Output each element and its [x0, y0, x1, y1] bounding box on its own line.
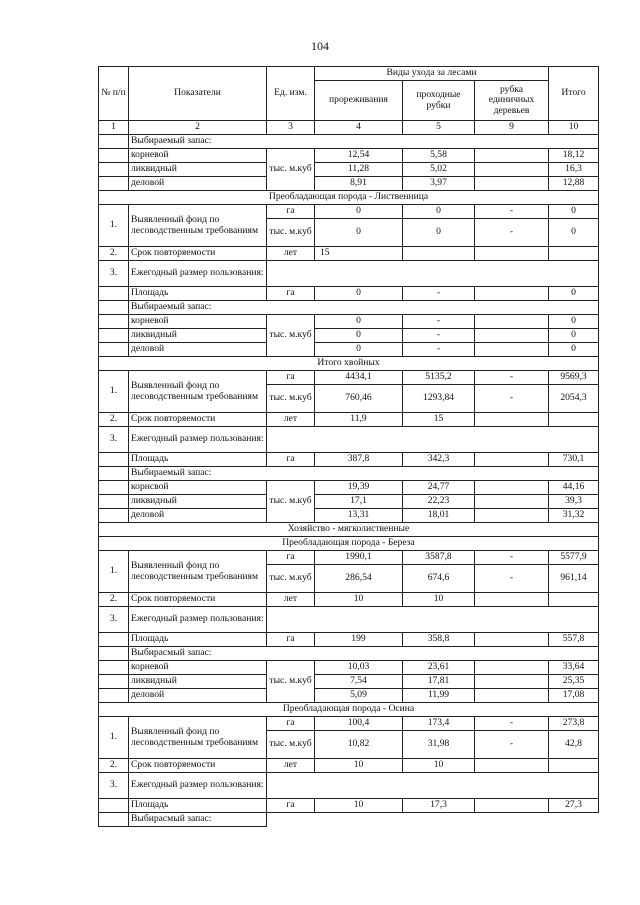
table-row	[99, 813, 599, 827]
value-cell	[475, 453, 549, 467]
value-cell: 12,88	[549, 177, 599, 191]
table-row	[99, 773, 599, 799]
section-title: Преобладающая порода - Береза	[99, 537, 599, 551]
row-label: корнсвой	[129, 481, 267, 495]
unit-cell: тыс. м.куб	[267, 731, 315, 759]
unit-cell: тыс. м.куб	[267, 385, 315, 413]
value-cell: 44,16	[549, 481, 599, 495]
table-row	[99, 467, 599, 481]
value-cell: 5,09	[315, 689, 403, 703]
table-row	[99, 413, 599, 427]
table-row	[99, 343, 599, 357]
value-cell: 0	[315, 343, 403, 357]
value-cell: 0	[315, 287, 403, 301]
row-number: 3.	[99, 773, 129, 799]
value-cell: 358,8	[403, 633, 475, 647]
value-cell: 42,8	[549, 731, 599, 759]
header-types-group: Виды ухода за лесами	[315, 67, 549, 81]
row-label: деловой	[129, 689, 267, 703]
page-number: 104	[311, 39, 329, 53]
value-cell	[475, 675, 549, 689]
row-label: деловой	[129, 509, 267, 523]
header-single: рубка единичных деревьев	[475, 81, 549, 121]
row-number: 3.	[99, 607, 129, 633]
colnum: 2	[129, 121, 267, 135]
value-cell: 0	[549, 205, 599, 219]
value-cell: -	[475, 551, 549, 565]
row-label: Выбираемый запас:	[129, 301, 599, 315]
table-row	[99, 759, 599, 773]
value-cell: 4434,1	[315, 371, 403, 385]
value-cell: 7,54	[315, 675, 403, 689]
value-cell: 674,6	[403, 565, 475, 593]
value-cell: 342,3	[403, 453, 475, 467]
table-row	[99, 717, 599, 731]
section-heading	[99, 357, 599, 371]
value-cell	[475, 287, 549, 301]
table-row	[99, 427, 599, 453]
unit-cell: га	[267, 205, 315, 219]
value-cell: 5577,9	[549, 551, 599, 565]
unit-cell: га	[267, 717, 315, 731]
value-cell: 286,54	[315, 565, 403, 593]
row-label: Срок повторяемости	[129, 247, 267, 261]
row-number: 2.	[99, 759, 129, 773]
row-label: Выбирасмый запас:	[129, 813, 267, 827]
table-row	[99, 675, 599, 689]
value-cell: -	[475, 731, 549, 759]
value-cell: 760,46	[315, 385, 403, 413]
row-number: 1.	[99, 551, 129, 593]
table-row	[99, 287, 599, 301]
unit-cell: га	[267, 799, 315, 813]
table-row	[99, 315, 599, 329]
value-cell: 27,3	[549, 799, 599, 813]
row-label: корневой	[129, 149, 267, 163]
value-cell: -	[475, 717, 549, 731]
value-cell: -	[403, 343, 475, 357]
header-thinning: прореживания	[315, 81, 403, 121]
value-cell: 33,64	[549, 661, 599, 675]
table-row	[99, 261, 599, 287]
value-cell: 0	[315, 315, 403, 329]
value-cell: 25,35	[549, 675, 599, 689]
section-heading	[99, 523, 599, 537]
colnum: 5	[403, 121, 475, 135]
value-cell: 5,02	[403, 163, 475, 177]
table-row	[99, 371, 599, 385]
section-title: Хозяйство - мягколиственные	[99, 523, 599, 537]
unit-cell: лет	[267, 759, 315, 773]
row-label: Ежегодный размер пользования:	[129, 261, 267, 287]
value-cell: 387,8	[315, 453, 403, 467]
unit-cell: тыс. м.куб	[267, 149, 315, 191]
value-cell	[475, 495, 549, 509]
value-cell: 0	[549, 315, 599, 329]
section-title: Преобладающая порода - Осина	[99, 703, 599, 717]
value-cell: 17,3	[403, 799, 475, 813]
value-cell: 0	[549, 219, 599, 247]
value-cell: -	[403, 315, 475, 329]
value-cell: 3587,8	[403, 551, 475, 565]
value-cell: 5135,2	[403, 371, 475, 385]
value-cell	[475, 799, 549, 813]
row-label: Площадь	[129, 287, 267, 301]
value-cell: 0	[315, 205, 403, 219]
value-cell	[475, 149, 549, 163]
row-label: Ежегодный размер пользования:	[129, 427, 267, 453]
value-cell: 9569,3	[549, 371, 599, 385]
value-cell: 17,08	[549, 689, 599, 703]
colnum: 1	[99, 121, 129, 135]
value-cell: 199	[315, 633, 403, 647]
column-numbers-row	[99, 121, 599, 135]
value-cell: -	[475, 385, 549, 413]
row-label: Выбирасмый запас:	[129, 647, 599, 661]
value-cell: 173,4	[403, 717, 475, 731]
value-cell: 0	[315, 329, 403, 343]
row-label: Выбираемый запас:	[129, 135, 599, 149]
table-row	[99, 481, 599, 495]
colnum: 9	[475, 121, 549, 135]
table-row	[99, 593, 599, 607]
value-cell: 11,9	[315, 413, 403, 427]
row-number: 1.	[99, 371, 129, 413]
value-cell: 0	[549, 287, 599, 301]
table-row	[99, 661, 599, 675]
value-cell: 17,81	[403, 675, 475, 689]
value-cell: 31,32	[549, 509, 599, 523]
value-cell	[475, 315, 549, 329]
unit-cell: га	[267, 633, 315, 647]
row-label: Площадь	[129, 799, 267, 813]
table-row	[99, 551, 599, 565]
table-row	[99, 149, 599, 163]
unit-cell: тыс. м.куб	[267, 315, 315, 357]
section-title: Преобладающая порода - Лиственница	[99, 191, 599, 205]
table-row	[99, 205, 599, 219]
unit-cell: га	[267, 371, 315, 385]
value-cell	[475, 509, 549, 523]
value-cell: 15	[403, 413, 475, 427]
value-cell: 10	[403, 593, 475, 607]
value-cell: 557,8	[549, 633, 599, 647]
row-label: ликвидный	[129, 329, 267, 343]
row-label: Площадь	[129, 633, 267, 647]
value-cell: -	[475, 371, 549, 385]
colnum: 4	[315, 121, 403, 135]
row-label: деловой	[129, 177, 267, 191]
table-row	[99, 301, 599, 315]
section-heading	[99, 703, 599, 717]
table-row	[99, 247, 599, 261]
header-num: № п/п	[99, 67, 129, 121]
row-number: 3.	[99, 261, 129, 287]
unit-cell: га	[267, 551, 315, 565]
value-cell	[475, 163, 549, 177]
unit-cell: лет	[267, 593, 315, 607]
row-label: Площадь	[129, 453, 267, 467]
value-cell: 0	[549, 343, 599, 357]
value-cell: 10,82	[315, 731, 403, 759]
value-cell: 16,3	[549, 163, 599, 177]
value-cell: 730,1	[549, 453, 599, 467]
table-row	[99, 495, 599, 509]
table-row	[99, 163, 599, 177]
value-cell: 39,3	[549, 495, 599, 509]
value-cell: 13,31	[315, 509, 403, 523]
table-row	[99, 135, 599, 149]
value-cell: 18,12	[549, 149, 599, 163]
value-cell: 12,54	[315, 149, 403, 163]
unit-cell: га	[267, 287, 315, 301]
section-heading	[99, 191, 599, 205]
value-cell: 1990,1	[315, 551, 403, 565]
value-cell	[475, 661, 549, 675]
value-cell: 273,8	[549, 717, 599, 731]
value-cell: 10	[403, 759, 475, 773]
unit-cell: тыс. м.куб	[267, 481, 315, 523]
row-label: Ежегодный размер пользования:	[129, 607, 267, 633]
value-cell: 0	[549, 329, 599, 343]
row-label: Срок повторяемости	[129, 413, 267, 427]
section-heading	[99, 537, 599, 551]
row-number: 2.	[99, 247, 129, 261]
header-unit: Ед. изм.	[267, 67, 315, 121]
unit-cell: тыс. м.куб	[267, 661, 315, 703]
row-label: корневой	[129, 661, 267, 675]
section-title: Итого хвойных	[99, 357, 599, 371]
header-total: Итого	[549, 67, 599, 121]
row-label: Выявленный фонд по лесоводственным требованиям	[129, 551, 267, 593]
value-cell: 18,01	[403, 509, 475, 523]
value-cell: 24,77	[403, 481, 475, 495]
value-cell: 8,91	[315, 177, 403, 191]
row-label: Выявленный фонд по лесоводственным требованиям	[129, 371, 267, 413]
row-label: Выбираемый запас:	[129, 467, 599, 481]
row-number: 2.	[99, 593, 129, 607]
value-cell: 11,28	[315, 163, 403, 177]
row-number: 2.	[99, 413, 129, 427]
value-cell	[475, 329, 549, 343]
table-row	[99, 453, 599, 467]
value-cell: 22,23	[403, 495, 475, 509]
row-label: ликвидный	[129, 675, 267, 689]
value-cell: -	[403, 287, 475, 301]
header-indicators: Показатели	[129, 67, 267, 121]
row-number: 1.	[99, 717, 129, 759]
row-label: деловой	[129, 343, 267, 357]
row-label: Выявленный фонд по лесоводственным требованиям	[129, 717, 267, 759]
value-cell	[475, 177, 549, 191]
header-row-1	[99, 67, 599, 81]
table-row	[99, 177, 599, 191]
table-row	[99, 647, 599, 661]
unit-cell: га	[267, 453, 315, 467]
value-cell: 3,97	[403, 177, 475, 191]
value-cell: 10	[315, 759, 403, 773]
table-row	[99, 689, 599, 703]
value-cell: 10	[315, 799, 403, 813]
value-cell: -	[475, 205, 549, 219]
row-number: 3.	[99, 427, 129, 453]
unit-cell: лет	[267, 247, 315, 261]
value-cell: 31,98	[403, 731, 475, 759]
header-passage: проходные рубки	[403, 81, 475, 121]
value-cell: -	[403, 329, 475, 343]
value-cell: -	[475, 565, 549, 593]
value-cell: 10,03	[315, 661, 403, 675]
value-cell: 0	[403, 205, 475, 219]
value-cell: 1293,84	[403, 385, 475, 413]
unit-cell: тыс. м.куб	[267, 565, 315, 593]
colnum: 10	[549, 121, 599, 135]
value-cell: 100,4	[315, 717, 403, 731]
row-label: ликвидный	[129, 163, 267, 177]
value-cell	[475, 481, 549, 495]
value-cell: 17,1	[315, 495, 403, 509]
value-cell: 19,39	[315, 481, 403, 495]
row-label: Выявленный фонд по лесоводственным требованиям	[129, 205, 267, 247]
row-label: ликвидный	[129, 495, 267, 509]
value-cell	[475, 343, 549, 357]
value-cell: 5,58	[403, 149, 475, 163]
value-cell: -	[475, 219, 549, 247]
table-row	[99, 799, 599, 813]
value-cell: 23,61	[403, 661, 475, 675]
unit-cell: лет	[267, 413, 315, 427]
colnum: 3	[267, 121, 315, 135]
table-row	[99, 633, 599, 647]
value-cell: 0	[403, 219, 475, 247]
value-cell: 2054,3	[549, 385, 599, 413]
value-cell: 10	[315, 593, 403, 607]
row-label: корневой	[129, 315, 267, 329]
table-row	[99, 329, 599, 343]
row-number: 1.	[99, 205, 129, 247]
forest-care-table	[98, 66, 599, 827]
row-label: Срок повторяемости	[129, 593, 267, 607]
table-row	[99, 607, 599, 633]
value-cell: 0	[315, 219, 403, 247]
row-label: Ежегодный размер пользования:	[129, 773, 267, 799]
value-cell: 961,14	[549, 565, 599, 593]
table-row	[99, 509, 599, 523]
value-cell	[475, 633, 549, 647]
value-cell: 15	[320, 247, 330, 259]
row-label: Срок повторяемости	[129, 759, 267, 773]
value-cell	[475, 689, 549, 703]
unit-cell: тыс. м.куб	[267, 219, 315, 247]
value-cell: 11,99	[403, 689, 475, 703]
